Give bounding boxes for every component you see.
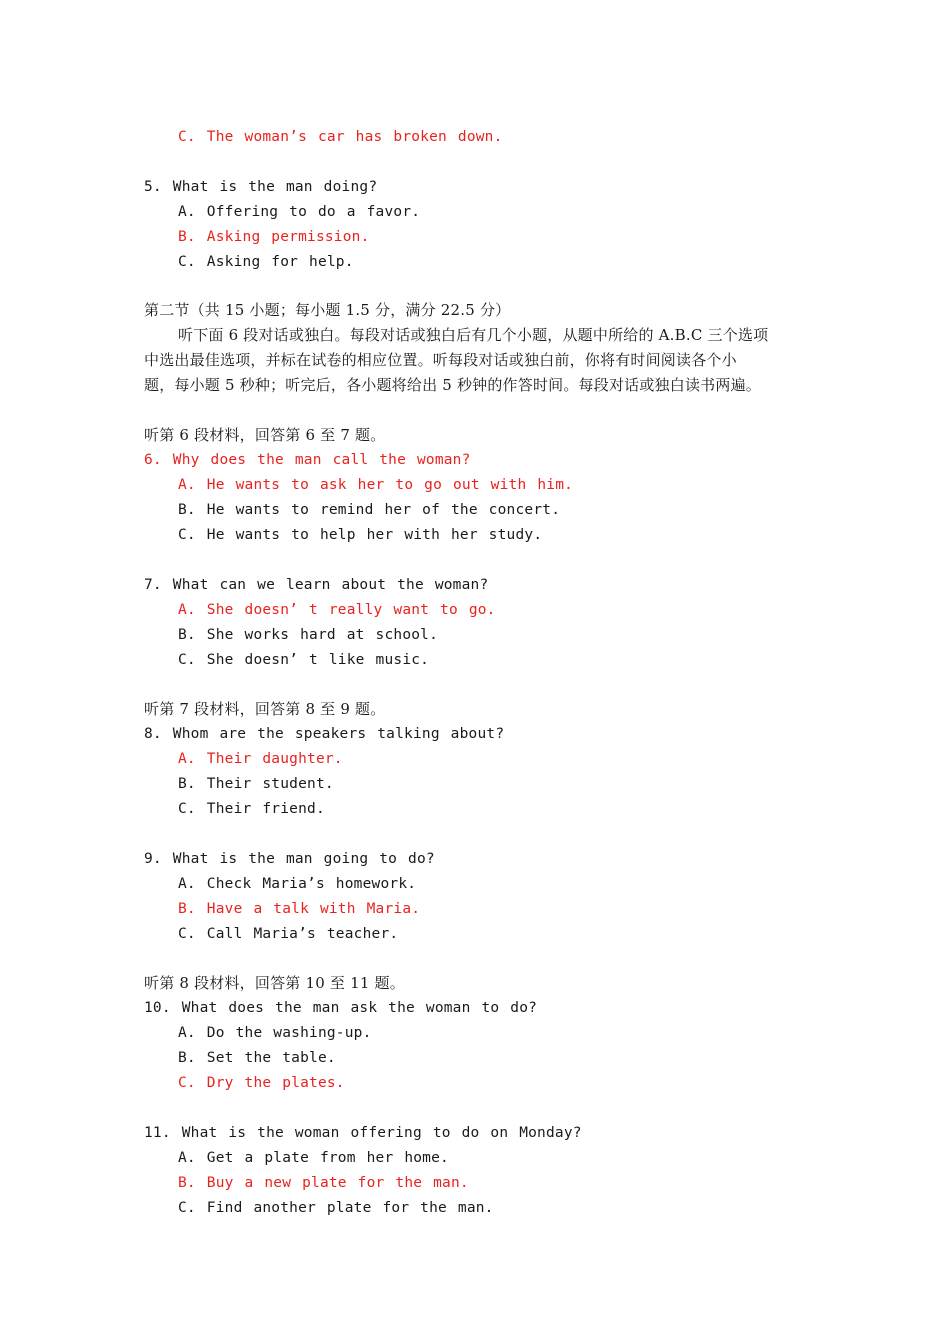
q10-option-c: C. Dry the plates. [178, 1075, 345, 1091]
q6-option-a: A. He wants to ask her to go out with him. [178, 477, 574, 493]
group-7-heading: 听第 7 段材料，回答第 8 至 9 题。 [144, 700, 386, 718]
question-7: 7. What can we learn about the woman? [144, 577, 489, 593]
q8-option-a: A. Their daughter. [178, 751, 343, 767]
q8-option-b: B. Their student. [178, 776, 334, 792]
section-2-instructions-line-2: 中选出最佳选项，并标在试卷的相应位置。听每段对话或独白前，你将有时间阅读各个小 [144, 351, 737, 369]
q7-option-a: A. She doesn’ t really want to go. [178, 602, 496, 618]
question-9: 9. What is the man going to do? [144, 851, 435, 867]
q9-option-c: C. Call Maria’s teacher. [178, 926, 399, 942]
question-6: 6. Why does the man call the woman? [144, 452, 471, 468]
group-8-heading: 听第 8 段材料，回答第 10 至 11 题。 [144, 974, 405, 992]
q6-option-c: C. He wants to help her with her study. [178, 527, 543, 543]
q10-option-b: B. Set the table. [178, 1050, 336, 1066]
q9-option-b: B. Have a talk with Maria. [178, 901, 421, 917]
question-11: 11. What is the woman offering to do on Monday? [144, 1125, 582, 1141]
q7-option-b: B. She works hard at school. [178, 627, 439, 643]
q11-option-a: A. Get a plate from her home. [178, 1150, 449, 1166]
section-2-instructions-line-3: 题，每小题 5 秒种；听完后，各小题将给出 5 秒钟的作答时间。每段对话或独白读书两遍。 [144, 376, 761, 394]
q11-option-c: C. Find another plate for the man. [178, 1200, 494, 1216]
question-8: 8. Whom are the speakers talking about? [144, 726, 505, 742]
q6-option-b: B. He wants to remind her of the concert. [178, 502, 561, 518]
section-2-heading: 第二节（共 15 小题；每小题 1.5 分，满分 22.5 分） [144, 301, 511, 319]
q11-option-b: B. Buy a new plate for the man. [178, 1175, 469, 1191]
q7-option-c: C. She doesn’ t like music. [178, 652, 430, 668]
question-10: 10. What does the man ask the woman to do? [144, 1000, 538, 1016]
q5-option-a: A. Offering to do a favor. [178, 204, 421, 220]
q8-option-c: C. Their friend. [178, 801, 325, 817]
section-2-instructions-line-1: 听下面 6 段对话或独白。每段对话或独白后有几个小题，从题中所给的 A.B.C 三个选项 [178, 326, 769, 344]
q5-option-c: C. Asking for help. [178, 254, 354, 270]
q9-option-a: A. Check Maria’s homework. [178, 876, 417, 892]
group-6-heading: 听第 6 段材料，回答第 6 至 7 题。 [144, 426, 386, 444]
q5-option-b: B. Asking permission. [178, 229, 370, 245]
q10-option-a: A. Do the washing-up. [178, 1025, 372, 1041]
question-5: 5. What is the man doing? [144, 179, 378, 195]
prev-option-c: C. The woman’s car has broken down. [178, 129, 503, 145]
